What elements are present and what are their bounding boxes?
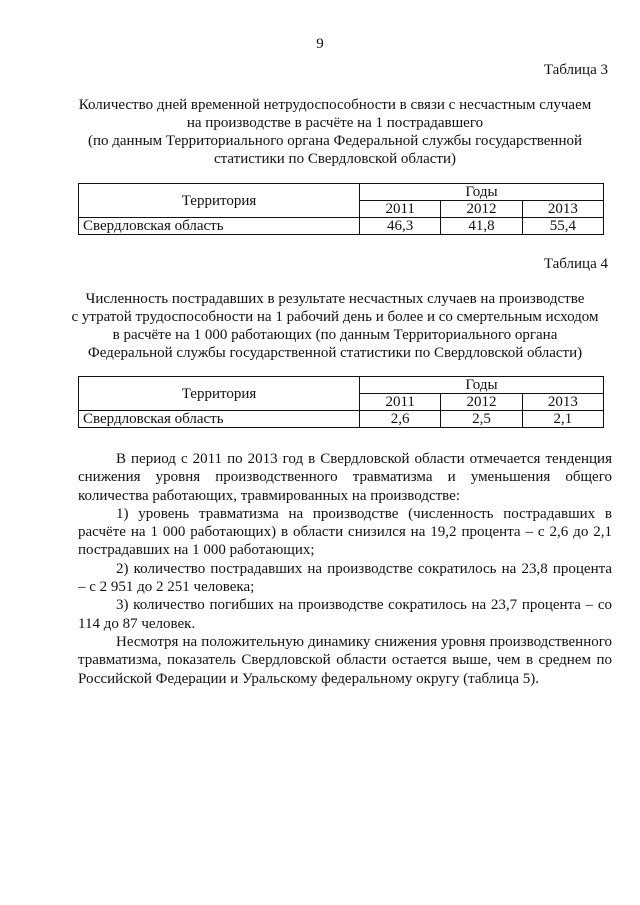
value-cell: 2,6 (360, 411, 441, 428)
page-number: 9 (316, 36, 324, 52)
value-cell: 55,4 (522, 218, 603, 235)
caption-line: Численность пострадавших в результате несчастных случаев на производстве (85, 291, 585, 307)
header-years: Годы (360, 377, 604, 394)
paragraph: В период с 2011 по 2013 год в Свердловской области отмечается тенденция снижения уровня производственного травматизма и уменьшения общего количества работающих, травмированных на производстве: (78, 451, 612, 504)
header-years: Годы (360, 184, 604, 201)
value-cell: 46,3 (360, 218, 441, 235)
caption-line: с утратой трудоспособности на 1 рабочий день и более и со смертельным исходом (71, 309, 599, 325)
header-year: 2013 (522, 394, 603, 411)
region-cell: Свердловская область (79, 218, 360, 235)
table-3 (78, 183, 604, 235)
table-4 (78, 376, 604, 428)
header-year: 2012 (441, 394, 522, 411)
value-cell: 2,5 (441, 411, 522, 428)
paragraph: 3) количество погибших на производстве сократилось на 23,7 процента – со 114 до 87 человек. (78, 597, 612, 632)
header-year: 2012 (441, 201, 522, 218)
table-4-label: Таблица 4 (543, 256, 608, 272)
header-year: 2011 (360, 201, 441, 218)
value-cell: 41,8 (441, 218, 522, 235)
paragraph: 2) количество пострадавших на производстве сократилось на 23,8 процента – с 2 951 до 2 251 человека; (78, 560, 612, 596)
caption-line: (по данным Территориального органа Федеральной службы государственной (87, 133, 582, 149)
header-year: 2013 (522, 201, 603, 218)
paragraph: Несмотря на положительную динамику снижения уровня производственного травматизма, показатель Свердловской области остается выше, чем в среднем по Российской Федерации и Уральскому федеральному округу (таблица 5). (78, 633, 612, 687)
caption-line: Количество дней временной нетрудоспособности в связи с несчастным случаем (78, 97, 592, 113)
caption-line: в расчёте на 1 000 работающих (по данным Территориального органа (112, 327, 558, 343)
header-territory: Территория (79, 377, 360, 411)
caption-line: статистики по Свердловской области) (214, 151, 456, 167)
table-4-caption (70, 290, 600, 362)
table-3-caption (70, 96, 600, 168)
header-year: 2011 (360, 394, 441, 411)
table-row (79, 411, 604, 428)
body-text (78, 450, 612, 688)
caption-line: на производстве в расчёте на 1 пострадавшего (186, 115, 484, 131)
caption-line: Федеральной службы государственной статистики по Свердловской области) (87, 345, 583, 361)
table-row (79, 218, 604, 235)
value-cell: 2,1 (522, 411, 603, 428)
table-3-label: Таблица 3 (543, 62, 608, 78)
region-cell: Свердловская область (79, 411, 360, 428)
paragraph: 1) уровень травматизма на производстве (численность пострадавших в расчёте на 1 000 работающих) в области снизился на 19,2 процента – с 2,6 до 2,1 пострадавших на 1 000 работающих; (78, 505, 612, 559)
header-territory: Территория (79, 184, 360, 218)
